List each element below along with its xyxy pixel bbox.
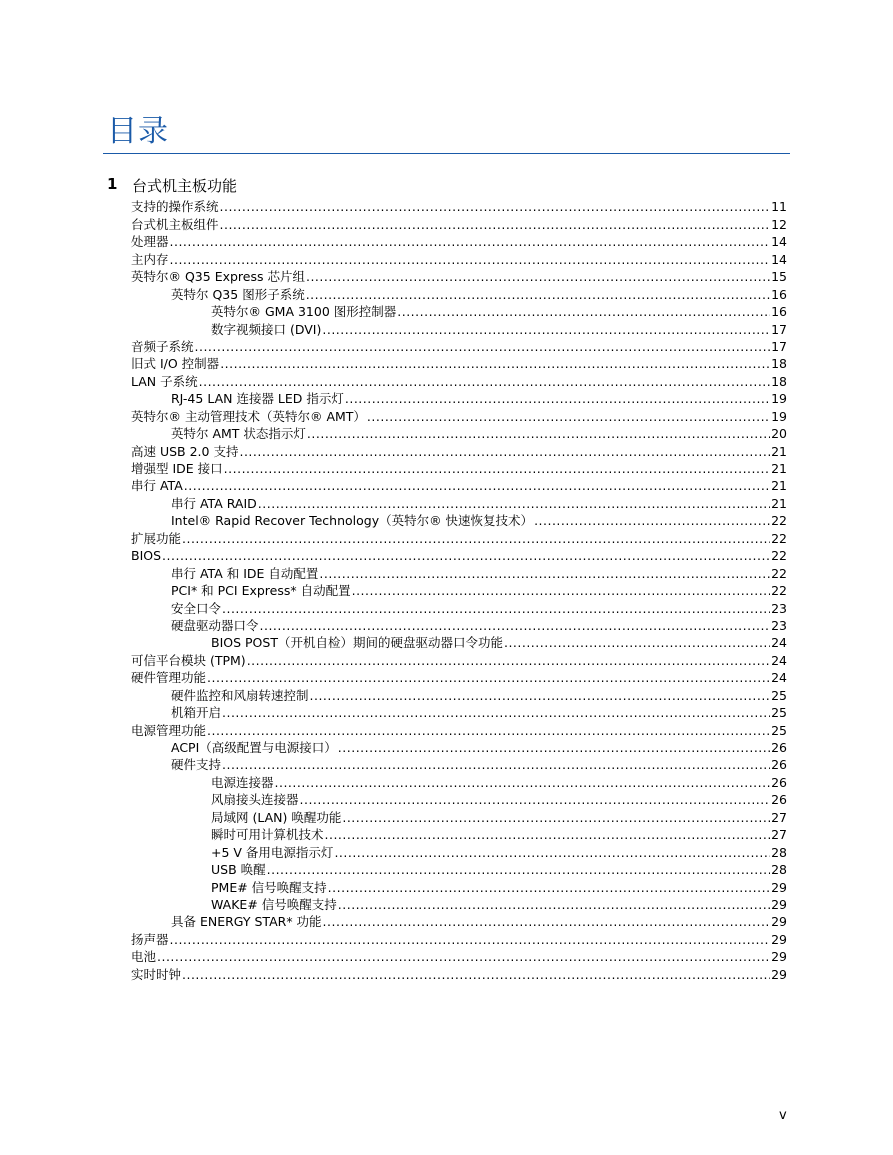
toc-leader-dots xyxy=(222,601,770,616)
toc-entry-label: USB 唤醒 xyxy=(211,862,266,878)
toc-leader-dots xyxy=(207,670,770,685)
toc-leader-dots xyxy=(184,478,770,493)
toc-entry-label: 硬件管理功能 xyxy=(131,670,207,686)
toc-entry[interactable] xyxy=(131,720,787,737)
toc-entry-label: 英特尔 Q35 图形子系统 xyxy=(171,286,305,302)
toc-entry[interactable] xyxy=(131,790,787,807)
toc-entry-page: 22 xyxy=(771,583,787,599)
toc-entry-label: 硬盘驱动器口令 xyxy=(171,617,259,633)
toc-entry[interactable] xyxy=(131,755,787,772)
toc-entry[interactable] xyxy=(131,616,787,633)
toc-entry-page: 23 xyxy=(771,600,787,616)
toc-entry-page: 22 xyxy=(771,548,787,564)
toc-entry-page: 24 xyxy=(771,670,787,686)
toc-entry-page: 12 xyxy=(771,216,787,232)
toc-entry-page: 23 xyxy=(771,617,787,633)
toc-entry-label: RJ-45 LAN 连接器 LED 指示灯 xyxy=(171,391,344,407)
toc-entry-label: +5 V 备用电源指示灯 xyxy=(211,844,334,860)
toc-entry-page: 26 xyxy=(771,774,787,790)
toc-entry-label: 台式机主板组件 xyxy=(131,216,219,232)
toc-entry-page: 29 xyxy=(771,914,787,930)
toc-entry-label: 主内存 xyxy=(131,251,169,267)
toc-leader-dots xyxy=(170,932,771,947)
toc-entry-page: 20 xyxy=(771,426,787,442)
toc-entry-page: 18 xyxy=(771,356,787,372)
toc-entry[interactable] xyxy=(131,197,787,214)
toc-leader-dots xyxy=(310,688,771,703)
toc-entry-label: 串行 ATA xyxy=(131,478,183,494)
toc-entry-label: 支持的操作系统 xyxy=(131,199,219,215)
toc-leader-dots xyxy=(397,304,770,319)
toc-entry[interactable] xyxy=(131,668,787,685)
toc-entry[interactable] xyxy=(131,650,787,667)
toc-entry-label: 机箱开启 xyxy=(171,705,222,721)
toc-entry[interactable] xyxy=(131,371,787,388)
chapter-number: 1 xyxy=(107,175,118,193)
toc-leader-dots xyxy=(306,287,770,302)
toc-entry-page: 14 xyxy=(771,234,787,250)
toc-entry-page: 29 xyxy=(771,966,787,982)
toc-entry[interactable] xyxy=(131,598,787,615)
toc-entry[interactable] xyxy=(131,581,787,598)
toc-leader-dots xyxy=(323,914,771,929)
toc-entry-label: 扩展功能 xyxy=(131,530,182,546)
toc-leader-dots xyxy=(258,496,770,511)
toc-entry[interactable] xyxy=(131,563,787,580)
toc-leader-dots xyxy=(325,827,771,842)
toc-leader-dots xyxy=(195,339,771,354)
toc-entry-page: 26 xyxy=(771,792,787,808)
toc-entry-page: 28 xyxy=(771,844,787,860)
toc-entry[interactable] xyxy=(131,319,787,336)
toc-leader-dots xyxy=(267,862,770,877)
toc-entry-label: 安全口令 xyxy=(171,600,222,616)
toc-entry-label: 串行 ATA 和 IDE 自动配置 xyxy=(171,565,319,581)
toc-list xyxy=(131,197,787,982)
toc-entry[interactable] xyxy=(131,912,787,929)
toc-entry[interactable] xyxy=(131,528,787,545)
toc-entry[interactable] xyxy=(131,441,787,458)
toc-entry-page: 21 xyxy=(771,443,787,459)
toc-entry[interactable] xyxy=(131,424,787,441)
toc-leader-dots xyxy=(352,583,770,598)
toc-leader-dots xyxy=(504,635,770,650)
toc-entry-label: 英特尔 AMT 状态指示灯 xyxy=(171,426,306,442)
toc-entry[interactable] xyxy=(131,511,787,528)
toc-leader-dots xyxy=(170,234,771,249)
toc-leader-dots xyxy=(220,217,771,232)
toc-entry-label: WAKE# 信号唤醒支持 xyxy=(211,896,337,912)
toc-entry-label: 局域网 (LAN) 唤醒功能 xyxy=(211,809,342,825)
toc-entry[interactable] xyxy=(131,860,787,877)
toc-entry-label: 旧式 I/O 控制器 xyxy=(131,356,220,372)
toc-entry-page: 28 xyxy=(771,862,787,878)
toc-entry[interactable] xyxy=(131,738,787,755)
toc-entry-label: Intel® Rapid Recover Technology（英特尔® 快速恢复技术） xyxy=(171,513,534,529)
toc-entry-page: 21 xyxy=(771,478,787,494)
toc-entry-page: 25 xyxy=(771,687,787,703)
page-title: 目录 xyxy=(107,114,169,149)
toc-entry-page: 29 xyxy=(771,896,787,912)
toc-entry-label: 音频子系统 xyxy=(131,338,194,354)
toc-entry-label: 硬件支持 xyxy=(171,757,222,773)
toc-leader-dots xyxy=(260,618,771,633)
toc-entry[interactable] xyxy=(131,406,787,423)
toc-entry-label: 电源连接器 xyxy=(211,774,274,790)
toc-entry[interactable] xyxy=(131,633,787,650)
toc-entry-page: 25 xyxy=(771,722,787,738)
toc-entry-label: PME# 信号唤醒支持 xyxy=(211,879,327,895)
toc-entry-page: 15 xyxy=(771,269,787,285)
toc-entry-page: 29 xyxy=(771,879,787,895)
toc-entry[interactable] xyxy=(131,389,787,406)
toc-entry-page: 22 xyxy=(771,530,787,546)
chapter-title: 台式机主板功能 xyxy=(132,177,238,195)
toc-entry-page: 29 xyxy=(771,931,787,947)
toc-entry[interactable] xyxy=(131,337,787,354)
toc-leader-dots xyxy=(157,949,770,964)
toc-entry-page: 27 xyxy=(771,809,787,825)
toc-leader-dots xyxy=(345,391,770,406)
toc-entry[interactable] xyxy=(131,232,787,249)
toc-entry-label: BIOS POST（开机自检）期间的硬盘驱动器口令功能 xyxy=(211,635,503,651)
toc-leader-dots xyxy=(307,426,770,441)
toc-entry-label: 扬声器 xyxy=(131,931,169,947)
toc-entry-label: 英特尔® 主动管理技术（英特尔® AMT） xyxy=(131,408,366,424)
toc-entry[interactable] xyxy=(131,267,787,284)
toc-entry[interactable] xyxy=(131,302,787,319)
toc-leader-dots xyxy=(239,444,770,459)
toc-entry[interactable] xyxy=(131,476,787,493)
toc-entry-page: 19 xyxy=(771,408,787,424)
toc-entry-label: 电池 xyxy=(131,949,157,965)
toc-leader-dots xyxy=(328,880,770,895)
toc-leader-dots xyxy=(222,705,770,720)
chapter-heading xyxy=(107,175,237,196)
toc-entry-label: 电源管理功能 xyxy=(131,722,207,738)
toc-leader-dots xyxy=(342,810,770,825)
toc-leader-dots xyxy=(199,374,770,389)
toc-entry[interactable] xyxy=(131,546,787,563)
toc-leader-dots xyxy=(220,199,771,214)
toc-entry[interactable] xyxy=(131,825,787,842)
toc-leader-dots xyxy=(338,897,770,912)
toc-entry-label: 英特尔® Q35 Express 芯片组 xyxy=(131,269,305,285)
toc-leader-dots xyxy=(247,653,770,668)
toc-entry[interactable] xyxy=(131,877,787,894)
toc-leader-dots xyxy=(182,531,770,546)
toc-entry-label: 实时时钟 xyxy=(131,966,182,982)
toc-entry-page: 26 xyxy=(771,740,787,755)
toc-leader-dots xyxy=(306,269,770,284)
toc-entry[interactable] xyxy=(131,214,787,231)
toc-leader-dots xyxy=(300,792,771,807)
toc-entry-label: 瞬时可用计算机技术 xyxy=(211,827,324,843)
toc-leader-dots xyxy=(322,322,770,337)
toc-entry[interactable] xyxy=(131,772,787,789)
toc-entry-page: 21 xyxy=(771,495,787,511)
toc-entry-page: 25 xyxy=(771,705,787,721)
toc-leader-dots xyxy=(220,356,770,371)
toc-entry-label: 可信平台模块 (TPM) xyxy=(131,652,246,668)
toc-entry-label: 增强型 IDE 接口 xyxy=(131,461,223,476)
toc-entry[interactable] xyxy=(131,685,787,702)
toc-leader-dots xyxy=(334,845,770,860)
toc-entry-page: 17 xyxy=(771,321,787,337)
toc-leader-dots xyxy=(207,723,770,738)
toc-entry[interactable] xyxy=(131,493,787,510)
toc-leader-dots xyxy=(224,461,770,476)
toc-entry[interactable] xyxy=(131,947,787,964)
toc-entry-page: 22 xyxy=(771,565,787,581)
toc-leader-dots xyxy=(162,548,770,563)
toc-entry-label: BIOS xyxy=(131,548,162,564)
toc-entry-page: 21 xyxy=(771,461,787,476)
toc-leader-dots xyxy=(182,967,770,982)
toc-entry[interactable] xyxy=(131,284,787,301)
toc-entry-page: 16 xyxy=(771,286,787,302)
toc-entry-label: 硬件监控和风扇转速控制 xyxy=(171,687,309,703)
toc-entry-page: 11 xyxy=(771,199,787,215)
toc-leader-dots xyxy=(338,740,770,755)
toc-leader-dots xyxy=(222,757,770,772)
toc-entry-label: 数字视频接口 (DVI) xyxy=(211,321,322,337)
toc-entry[interactable] xyxy=(131,964,787,981)
toc-entry-label: LAN 子系统 xyxy=(131,373,198,389)
toc-entry-page: 24 xyxy=(771,635,787,651)
toc-leader-dots xyxy=(170,252,771,267)
toc-entry-label: 处理器 xyxy=(131,234,169,250)
toc-leader-dots xyxy=(275,775,771,790)
toc-entry[interactable] xyxy=(131,842,787,859)
toc-entry-page: 19 xyxy=(771,391,787,407)
toc-entry-page: 14 xyxy=(771,251,787,267)
page-number: v xyxy=(779,1108,787,1123)
toc-entry[interactable] xyxy=(131,249,787,266)
toc-entry-label: 风扇接头连接器 xyxy=(211,792,299,808)
toc-entry-label: 高速 USB 2.0 支持 xyxy=(131,443,239,459)
toc-entry-page: 27 xyxy=(771,827,787,843)
toc-leader-dots xyxy=(534,513,770,528)
toc-entry[interactable] xyxy=(131,459,787,476)
toc-entry[interactable] xyxy=(131,929,787,946)
toc-entry-page: 22 xyxy=(771,513,787,529)
toc-entry-label: PCI* 和 PCI Express* 自动配置 xyxy=(171,583,351,599)
toc-entry-page: 16 xyxy=(771,304,787,320)
toc-entry-label: ACPI（高级配置与电源接口） xyxy=(171,740,337,755)
toc-entry[interactable] xyxy=(131,703,787,720)
toc-entry-label: 串行 ATA RAID xyxy=(171,495,257,511)
toc-entry[interactable] xyxy=(131,895,787,912)
toc-leader-dots xyxy=(319,566,770,581)
toc-entry[interactable] xyxy=(131,807,787,824)
toc-entry[interactable] xyxy=(131,354,787,371)
toc-entry-page: 29 xyxy=(771,949,787,965)
toc-leader-dots xyxy=(367,409,770,424)
toc-entry-page: 17 xyxy=(771,338,787,354)
toc-entry-label: 英特尔® GMA 3100 图形控制器 xyxy=(211,304,397,320)
toc-entry-page: 26 xyxy=(771,757,787,773)
toc-entry-page: 24 xyxy=(771,652,787,668)
title-divider xyxy=(103,153,790,154)
toc-entry-page: 18 xyxy=(771,373,787,389)
toc-entry-label: 具备 ENERGY STAR* 功能 xyxy=(171,914,322,930)
